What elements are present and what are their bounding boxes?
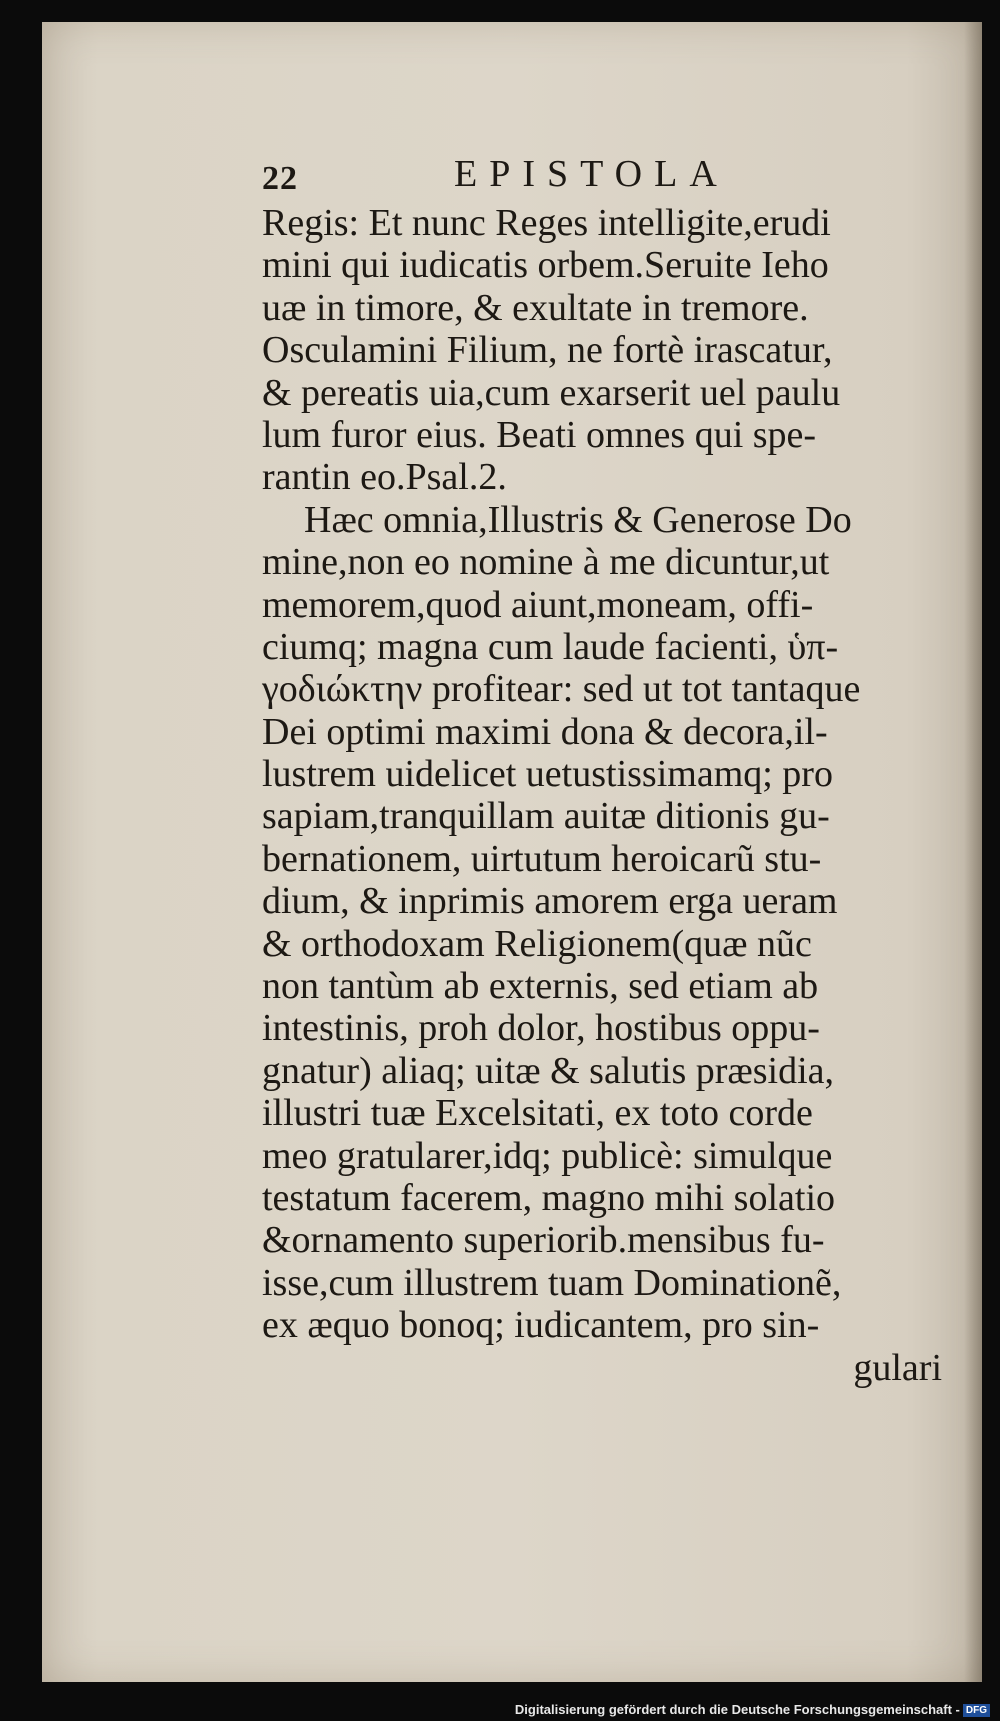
text-line: Regis: Et nunc Reges intelligite,erudi bbox=[262, 202, 831, 244]
text-line: testatum facerem, magno mihi solatio bbox=[262, 1176, 836, 1219]
credit-text: Digitalisierung gefördert durch die Deutsche Forschungsgemeinschaft - bbox=[514, 1702, 960, 1717]
body-text bbox=[262, 202, 942, 1389]
text-line: Osculamini Filium, ne fortè irascatur, bbox=[262, 329, 833, 372]
digitization-credit bbox=[515, 1702, 990, 1717]
text-line: mini qui iudicatis orbem.Seruite Ieho bbox=[262, 244, 829, 287]
paragraph-start-line: Hæc omnia,Illustris & Generose Do bbox=[304, 498, 852, 541]
text-line: memorem,quod aiunt,moneam, offi- bbox=[262, 583, 814, 626]
text-line: γοδιώκτην profitear: sed ut tot tantaque bbox=[262, 668, 861, 711]
catchword: gulari bbox=[853, 1346, 942, 1389]
text-line: uæ in timore, & exultate in tremore. bbox=[262, 286, 809, 329]
text-line: dium, & inprimis amorem erga ueram bbox=[262, 880, 838, 923]
text-line: non tantùm ab externis, sed etiam ab bbox=[262, 965, 819, 1008]
text-line: gnatur) aliaq; uitæ & salutis præsidia, bbox=[262, 1049, 835, 1092]
text-line: rantin eo.Psal.2. bbox=[262, 456, 507, 499]
text-line: sapiam,tranquillam auitæ ditionis gu- bbox=[262, 795, 830, 838]
text-line: meo gratularer,idq; publicè: simulque bbox=[262, 1134, 833, 1177]
text-line: & orthodoxam Religionem(quæ nũc bbox=[262, 922, 812, 965]
text-line: mine,non eo nomine à me dicuntur,ut bbox=[262, 541, 830, 584]
text-line: lum furor eius. Beati omnes qui spe- bbox=[262, 413, 817, 456]
text-line: Dei optimi maximi dona & decora,il- bbox=[262, 710, 828, 753]
page-edge-shadow bbox=[964, 22, 982, 1682]
text-line: bernationem, uirtutum heroicarũ stu- bbox=[262, 837, 822, 880]
running-head bbox=[262, 140, 942, 202]
text-line: ex æquo bonoq; iudicantem, pro sin- bbox=[262, 1304, 820, 1347]
text-block bbox=[262, 140, 942, 1389]
dfg-logo: DFG bbox=[963, 1704, 990, 1717]
text-line: &ornamento superiorib.mensibus fu- bbox=[262, 1219, 825, 1262]
text-line: lustrem uidelicet uetustissimamq; pro bbox=[262, 753, 833, 796]
text-line: isse,cum illustrem tuam Dominationẽ, bbox=[262, 1261, 842, 1304]
running-head-title: EPISTOLA bbox=[454, 153, 729, 195]
page-number: 22 bbox=[262, 160, 298, 197]
book-page bbox=[42, 22, 982, 1682]
text-line: & pereatis uia,cum exarserit uel paulu bbox=[262, 371, 841, 414]
text-line: ciumq; magna cum laude facienti, ὑπ- bbox=[262, 625, 839, 668]
text-line: intestinis, proh dolor, hostibus oppu- bbox=[262, 1007, 820, 1050]
text-line: illustri tuæ Excelsitati, ex toto corde bbox=[262, 1092, 813, 1135]
